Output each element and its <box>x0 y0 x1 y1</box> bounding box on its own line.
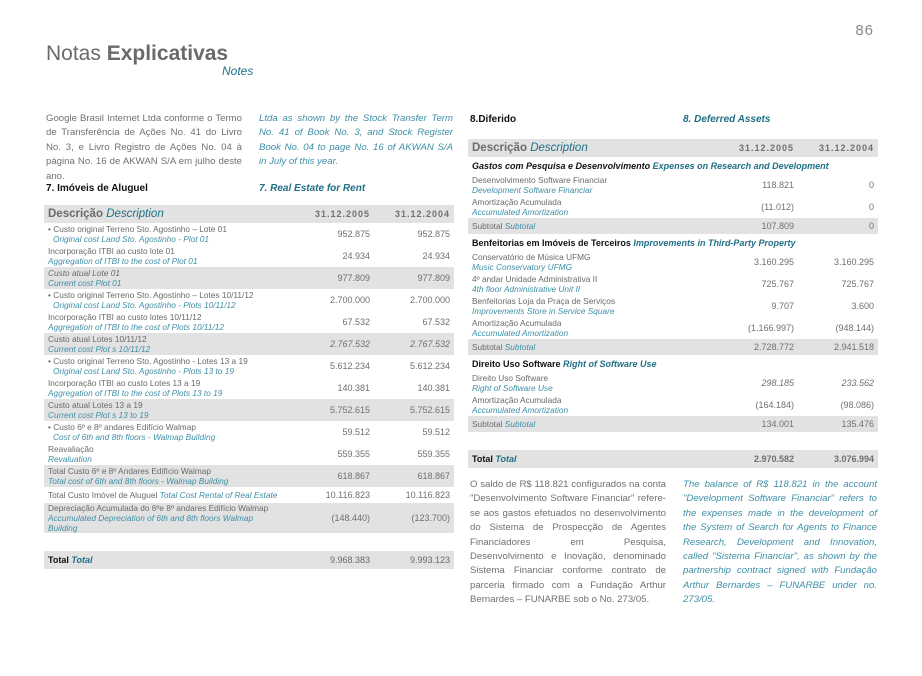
group-heading <box>468 157 878 174</box>
row-value-2005: 725.767 <box>761 279 794 289</box>
intro-paragraph-pt: Google Brasil Internet Ltda conforme o Termo de Transferência de Ações No. 41 do Livro No. 3, e Livro Registro de Ações No. 04 à página No. 16 de AKWAN S/A em julho deste ano. <box>46 113 242 182</box>
subtotal-label-en: Subtotal <box>504 221 536 231</box>
row-value-2005: 5.752.615 <box>284 399 374 421</box>
row-label-en: Improvements Store in Service Square <box>472 306 615 316</box>
row-value-2004: (123.700) <box>374 503 454 533</box>
table-row <box>44 355 454 377</box>
row-value-2005: 118.821 <box>762 180 794 190</box>
row-label-en: Total cost of 6th and 8th floors - Walmap Building <box>48 476 229 486</box>
subtotal-value-2004: 0 <box>798 218 878 234</box>
row-label-pt: Incorporação ITBI ao custo lote 01 <box>48 246 175 256</box>
total-label-pt: Total <box>48 555 69 565</box>
row-label-pt: Reavaliação <box>48 444 94 454</box>
row-value-2004: 3.600 <box>851 301 874 311</box>
total-value-2004: 9.993.123 <box>374 551 454 569</box>
row-value-2005: 977.809 <box>284 267 374 289</box>
header-col-2005: 31.12.2005 <box>708 139 798 157</box>
page-subtitle: Notes <box>222 64 254 78</box>
group-title-pt: Direito Uso Software <box>472 358 561 369</box>
row-value-2004: 2.767.532 <box>374 333 454 355</box>
title-light: Notas <box>46 42 101 65</box>
row-label-pt: • Custo original Terreno Sto. Agostinho – Lote 01 <box>48 224 227 234</box>
header-desc-en: Description <box>530 142 588 154</box>
row-label-en: Current cost Plot 01 <box>48 278 122 288</box>
row-label-en: Accumulated Amortization <box>472 405 569 415</box>
subtotal-value-2005: 134.001 <box>708 416 798 432</box>
row-value-2005: 2.700.000 <box>329 295 370 305</box>
row-value-2004: 5.752.615 <box>374 399 454 421</box>
row-label-en: Current cost Plot s 10/11/12 <box>48 344 151 354</box>
row-label-en: Current cost Plot s 13 to 19 <box>48 410 149 420</box>
row-value-2005: 140.381 <box>337 383 370 393</box>
section7-heading-en: 7. Real Estate for Rent <box>259 183 366 194</box>
row-label-en: Development Software Financiar <box>472 185 593 195</box>
real-estate-table <box>44 205 454 569</box>
header-desc-pt: Descrição <box>472 142 527 154</box>
table-row <box>44 289 454 311</box>
row-label-pt: Amortização Acumulada <box>472 395 562 405</box>
row-label-en: Cost of 6th and 8th floors - Walmap Building <box>53 432 216 442</box>
header-col-2004: 31.12.2004 <box>798 139 878 157</box>
total-value-2005: 2.970.582 <box>708 450 798 468</box>
table-row <box>44 223 454 245</box>
row-value-2005: (1.166.997) <box>747 323 794 333</box>
deferred-assets-table <box>468 139 878 468</box>
row-label-pt: Benfeitorias Loja da Praça de Serviços <box>472 296 615 306</box>
table-row <box>44 465 454 487</box>
row-label-pt: Desenvolvimento Software Financiar <box>472 175 608 185</box>
table-row <box>468 394 878 416</box>
row-value-2004: 0 <box>868 202 874 212</box>
row-value-2005: 9.707 <box>771 301 794 311</box>
page-number: 86 <box>855 22 874 39</box>
table-row <box>468 251 878 273</box>
row-label-pt: • Custo 6º e 8º andares Edifício Walmap <box>48 422 196 432</box>
row-label-en: Aggregation of ITBI to the cost of Plots 13 to 19 <box>48 388 223 398</box>
header-desc-pt: Descrição <box>48 208 103 220</box>
header-col-2004: 31.12.2004 <box>374 205 454 223</box>
row-value-2005: 67.532 <box>342 317 370 327</box>
group-title-pt: Gastos com Pesquisa e Desenvolvimento <box>472 160 651 171</box>
row-value-2004: (948.144) <box>835 323 874 333</box>
group-title-en: Expenses on Research and Development <box>652 160 829 171</box>
row-label-en: Total Cost Rental of Real Estate <box>159 490 278 500</box>
row-label-pt: Amortização Acumulada <box>472 318 562 328</box>
row-value-2005: 618.867 <box>284 465 374 487</box>
table-row <box>44 245 454 267</box>
row-label-en: Aggregation of ITBI to the cost of Plots 10/11/12 <box>48 322 225 332</box>
row-value-2005: 10.116.823 <box>325 490 370 500</box>
note-paragraph-pt: O saldo de R$ 118.821 configurados na conta "Desenvolvimento Software Financiar" refere-se aos gastos efetuados no desenvolvimento do Sistema de Prospecção de Agentes Financiadores em Pesquisa, Desenvolvimento e Inovação, denominado Sistema Financiar conforme contrato de parceria firmado com a Fundação Arthur Bernardes – FUNARBE sob o No. 273/05. <box>470 479 666 606</box>
total-row <box>468 450 878 468</box>
table-row <box>468 196 878 218</box>
row-label-en: 4th floor Administrative Unit II <box>472 284 581 294</box>
group-heading <box>468 355 878 372</box>
row-label-pt: Direito Uso Software <box>472 373 549 383</box>
spacer <box>44 533 454 551</box>
row-label-en: Music Conservatory UFMG <box>472 262 573 272</box>
table-row <box>468 372 878 394</box>
row-label-pt: Custo atual Lotes 13 a 19 <box>48 400 143 410</box>
row-value-2004: 725.767 <box>841 279 874 289</box>
row-label-en: Revaluation <box>48 454 92 464</box>
row-value-2004: 5.612.234 <box>409 361 450 371</box>
row-label-pt: 4º andar Unidade Administrativa II <box>472 274 598 284</box>
group-heading <box>468 234 878 251</box>
row-value-2005: 24.934 <box>342 251 370 261</box>
row-label-pt: Custo atual Lote 01 <box>48 268 120 278</box>
row-label-pt: • Custo original Terreno Sto. Agostinho - Lotes 13 a 19 <box>48 356 248 366</box>
row-value-2004: 10.116.823 <box>405 490 450 500</box>
total-label-en: Total <box>71 555 93 565</box>
subtotal-row <box>468 218 878 234</box>
row-value-2005: 3.160.295 <box>753 257 794 267</box>
subtotal-value-2005: 2.728.772 <box>708 339 798 355</box>
subtotal-label-en: Subtotal <box>504 342 536 352</box>
page-title <box>46 42 228 66</box>
row-value-2005: (164.184) <box>755 400 794 410</box>
subtotal-value-2004: 135.476 <box>798 416 878 432</box>
table-row <box>44 311 454 333</box>
row-label-en: Original cost Land Sto. Agostinho - Plots 10/11/12 <box>53 300 236 310</box>
table-header <box>468 139 878 157</box>
subtotal-row <box>468 339 878 355</box>
row-value-2004: 140.381 <box>417 383 450 393</box>
spacer <box>468 432 878 450</box>
row-label-pt: Total Custo 6º e 8º Andares Edifício Walmap <box>48 466 212 476</box>
row-label-en: Original cost Land Sto. Agostinho - Plot 01 <box>53 234 210 244</box>
row-label-pt: • Custo original Terreno Sto. Agostinho – Lotes 10/11/12 <box>48 290 254 300</box>
row-label-pt: Incorporação ITBI ao custo Lotes 13 a 19 <box>48 378 201 388</box>
intro-paragraph-en: Ltda as shown by the Stock Transfer Term No. 41 of Book No. 3, and Stock Register Book No. 04 to page No. 16 of AKWAN S/A in July of this year. <box>259 113 453 168</box>
row-value-2004: 59.512 <box>422 427 450 437</box>
row-value-2004: 3.160.295 <box>833 257 874 267</box>
row-label-pt: Amortização Acumulada <box>472 197 562 207</box>
row-label-pt: Depreciação Acumulada do 6ºe 8º andares Edifício Walmap <box>48 503 269 513</box>
row-label-en: Accumulated Amortization <box>472 207 569 217</box>
row-label-pt: Total Custo Imóvel de Aluguel <box>48 490 158 500</box>
row-value-2004: 618.867 <box>374 465 454 487</box>
header-desc-en: Description <box>106 208 164 220</box>
row-value-2005: 559.355 <box>337 449 370 459</box>
section8-heading-pt: 8.Diferido <box>470 114 517 125</box>
total-row <box>44 551 454 569</box>
row-value-2004: (98.086) <box>840 400 874 410</box>
row-value-2004: 67.532 <box>422 317 450 327</box>
subtotal-value-2004: 2.941.518 <box>798 339 878 355</box>
row-value-2004: 24.934 <box>422 251 450 261</box>
row-value-2005: 952.875 <box>337 229 370 239</box>
subtotal-label-pt: Subtotal <box>472 221 503 231</box>
note-paragraph-en: The balance of R$ 118.821 in the account "Development Software Financiar" refers to the expenses made in the development of the System of Search for Agents to Finance Research, Development and Innovation, called "Sistema Financiar", as shown by the partnership contract signed with Fundação Arthur Bernardes – FUNARBE under no. 273/05. <box>683 479 877 606</box>
group-title-en: Right of Software Use <box>563 358 657 369</box>
group-title-en: Improvements in Third-Party Property <box>633 237 796 248</box>
total-label-en: Total <box>495 454 517 464</box>
subtotal-label-en: Subtotal <box>504 419 536 429</box>
row-value-2005: 5.612.234 <box>329 361 370 371</box>
row-label-en: Aggregation of ITBI to the cost of Plot 01 <box>48 256 198 266</box>
table-row <box>44 333 454 355</box>
subtotal-label-pt: Subtotal <box>472 342 503 352</box>
row-label-pt: Custo atual Lotes 10/11/12 <box>48 334 147 344</box>
row-label-en: Original cost Land Sto. Agostinho - Plots 13 to 19 <box>53 366 234 376</box>
group-title-pt: Benfeitorias em Imóveis de Terceiros <box>472 237 631 248</box>
total-value-2005: 9.968.383 <box>284 551 374 569</box>
row-value-2005: 59.512 <box>342 427 370 437</box>
row-value-2004: 977.809 <box>374 267 454 289</box>
table-row <box>44 487 454 503</box>
table-row <box>44 399 454 421</box>
table-row <box>468 174 878 196</box>
subtotal-value-2005: 107.809 <box>708 218 798 234</box>
table-row <box>44 443 454 465</box>
table-row <box>44 377 454 399</box>
row-label-pt: Conservatório de Música UFMG <box>472 252 591 262</box>
row-value-2005: (11.012) <box>761 202 794 212</box>
total-label-pt: Total <box>472 454 493 464</box>
section8-heading-en: 8. Deferred Assets <box>683 114 771 125</box>
row-value-2004: 2.700.000 <box>409 295 450 305</box>
row-label-en: Accumulated Depreciation of 6th and 8th floors Walmap Building <box>48 513 254 533</box>
row-value-2005: (148.440) <box>284 503 374 533</box>
header-col-2005: 31.12.2005 <box>284 205 374 223</box>
row-value-2004: 559.355 <box>417 449 450 459</box>
table-row <box>468 317 878 339</box>
total-value-2004: 3.076.994 <box>798 450 878 468</box>
title-bold: Explicativas <box>106 42 229 65</box>
row-value-2005: 298.185 <box>761 378 794 388</box>
table-row <box>44 503 454 533</box>
row-label-en: Right of Software Use <box>472 383 553 393</box>
subtotal-row <box>468 416 878 432</box>
section7-heading-pt: 7. Imóveis de Aluguel <box>46 183 148 194</box>
row-value-2004: 233.562 <box>841 378 874 388</box>
table-row <box>44 421 454 443</box>
table-row <box>468 273 878 295</box>
row-label-en: Accumulated Amortization <box>472 328 569 338</box>
row-value-2004: 0 <box>868 180 874 190</box>
table-header <box>44 205 454 223</box>
table-row <box>44 267 454 289</box>
table-row <box>468 295 878 317</box>
subtotal-label-pt: Subtotal <box>472 419 503 429</box>
row-value-2004: 952.875 <box>417 229 450 239</box>
row-value-2005: 2.767.532 <box>284 333 374 355</box>
row-label-pt: Incorporação ITBI ao custo lotes 10/11/12 <box>48 312 202 322</box>
